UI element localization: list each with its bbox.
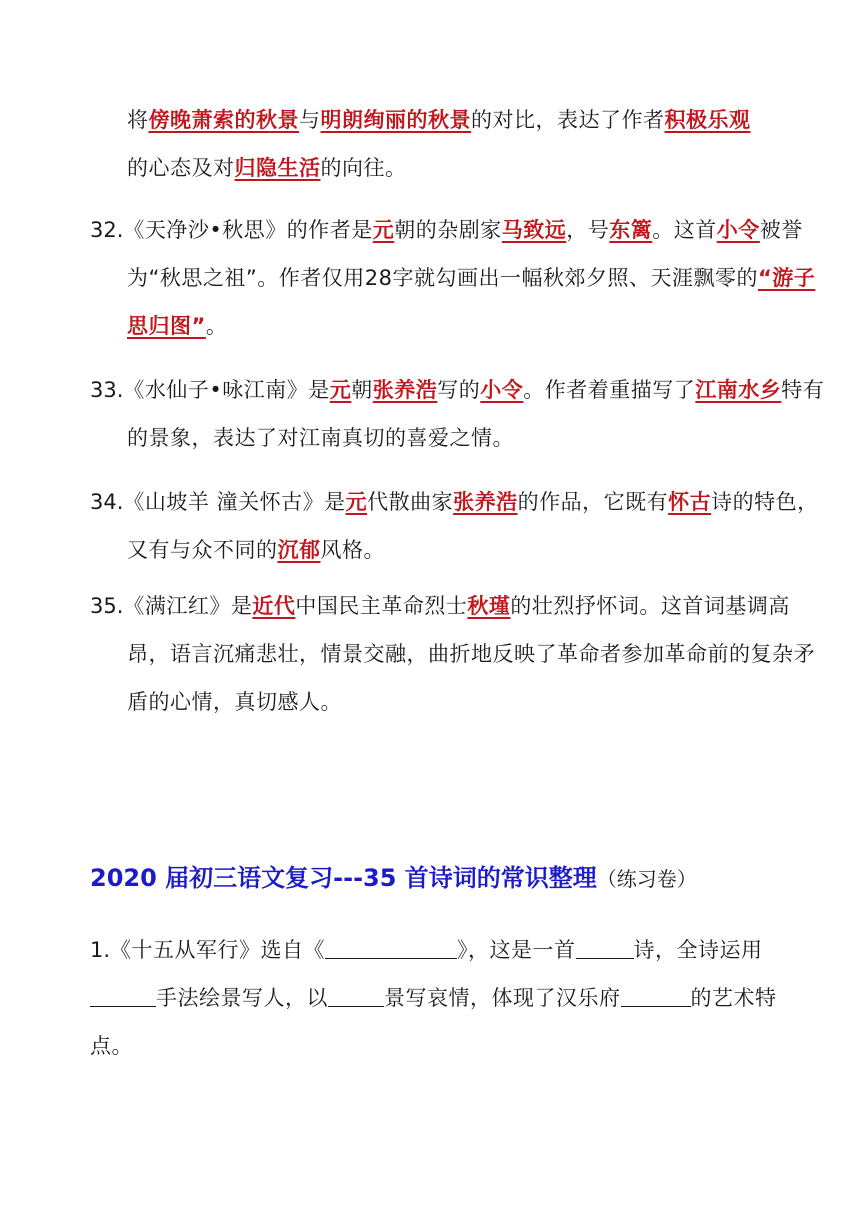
item-number: 35. <box>90 594 124 618</box>
text: 》，这是一首 <box>457 938 576 962</box>
text: 诗，全诗运用 <box>633 938 763 962</box>
item-31-continuation <box>90 96 827 192</box>
question-number: 1. <box>90 938 111 962</box>
text: ，号 <box>566 218 610 242</box>
keyword: “游子思归图” <box>127 266 816 338</box>
keyword: 张养浩 <box>372 378 438 402</box>
text: 手法绘景写人，以 <box>156 986 328 1010</box>
text: 的对比，表达了作者 <box>471 108 665 132</box>
text: 写的 <box>437 378 481 402</box>
text: 的艺术特点。 <box>90 986 777 1058</box>
text: 。作者着重描写了 <box>523 378 696 402</box>
text: 代散曲家 <box>367 490 454 514</box>
keyword: 怀古 <box>668 490 712 514</box>
item-34 <box>90 478 827 574</box>
item-number: 33. <box>90 378 124 402</box>
text: 《山坡羊 潼关怀古》是 <box>123 490 346 514</box>
text: 诗的特色，又有与众不同的 <box>127 490 819 562</box>
text: 。这首 <box>652 218 717 242</box>
text: 《满江红》是 <box>123 594 253 618</box>
keyword: 积极乐观 <box>664 108 751 132</box>
text: 《水仙子•咏江南》是 <box>123 378 330 402</box>
keyword: 东篱 <box>609 218 653 242</box>
answer-blank[interactable] <box>325 936 457 959</box>
section-title-text: 2020 届初三语文复习---35 首诗词的常识整理 <box>90 864 597 892</box>
text: 的壮烈抒怀词。这首词基调高昂，语言沉痛悲壮，情景交融，曲折地反映了革命者参加革命前的复杂矛盾的心情，真切感人。 <box>127 594 815 714</box>
text: 特有的景象，表达了对江南真切的喜爱之情。 <box>127 378 825 450</box>
text: 。 <box>205 314 228 338</box>
text: 风格。 <box>320 538 385 562</box>
text: 的心态及对 <box>127 156 235 180</box>
keyword: 元 <box>329 378 352 402</box>
exercise-question-1 <box>90 926 790 1070</box>
keyword: 元 <box>345 490 368 514</box>
keyword: 明朗绚丽的秋景 <box>320 108 471 132</box>
text: 《十五从军行》选自《 <box>110 938 326 962</box>
text: 被誉为“秋思之祖”。作者仅用28字就勾画出一幅秋郊夕照、天涯飘零的 <box>127 218 803 290</box>
keyword: 沉郁 <box>277 538 321 562</box>
keyword: 傍晚萧索的秋景 <box>148 108 299 132</box>
item-35 <box>90 582 827 726</box>
text: 中国民主革命烈士 <box>295 594 468 618</box>
keyword: 秋瑾 <box>467 594 511 618</box>
keyword: 江南水乡 <box>695 378 782 402</box>
keyword: 马致远 <box>501 218 567 242</box>
keyword: 近代 <box>252 594 296 618</box>
text: 的作品，它既有 <box>517 490 669 514</box>
section-title <box>90 856 810 901</box>
item-number: 32. <box>90 218 124 242</box>
text: 景写哀情，体现了汉乐府 <box>384 986 621 1010</box>
item-33 <box>90 366 827 462</box>
item-number: 34. <box>90 490 124 514</box>
keyword: 归隐生活 <box>234 156 321 180</box>
section-subtitle: （练习卷） <box>596 867 697 891</box>
keyword: 元 <box>372 218 395 242</box>
answer-blank[interactable] <box>621 984 691 1007</box>
answer-blank[interactable] <box>328 984 384 1007</box>
text: 《天净沙•秋思》的作者是 <box>123 218 373 242</box>
answer-blank[interactable] <box>90 984 156 1007</box>
keyword: 张养浩 <box>453 490 518 514</box>
text: 朝 <box>351 378 373 402</box>
text: 朝的杂剧家 <box>394 218 502 242</box>
keyword: 小令 <box>716 218 760 242</box>
text: 将 <box>127 108 149 132</box>
keyword: 小令 <box>480 378 524 402</box>
text: 与 <box>299 108 321 132</box>
text: 的向往。 <box>320 156 407 180</box>
answer-blank[interactable] <box>576 936 634 959</box>
item-32 <box>90 206 827 350</box>
